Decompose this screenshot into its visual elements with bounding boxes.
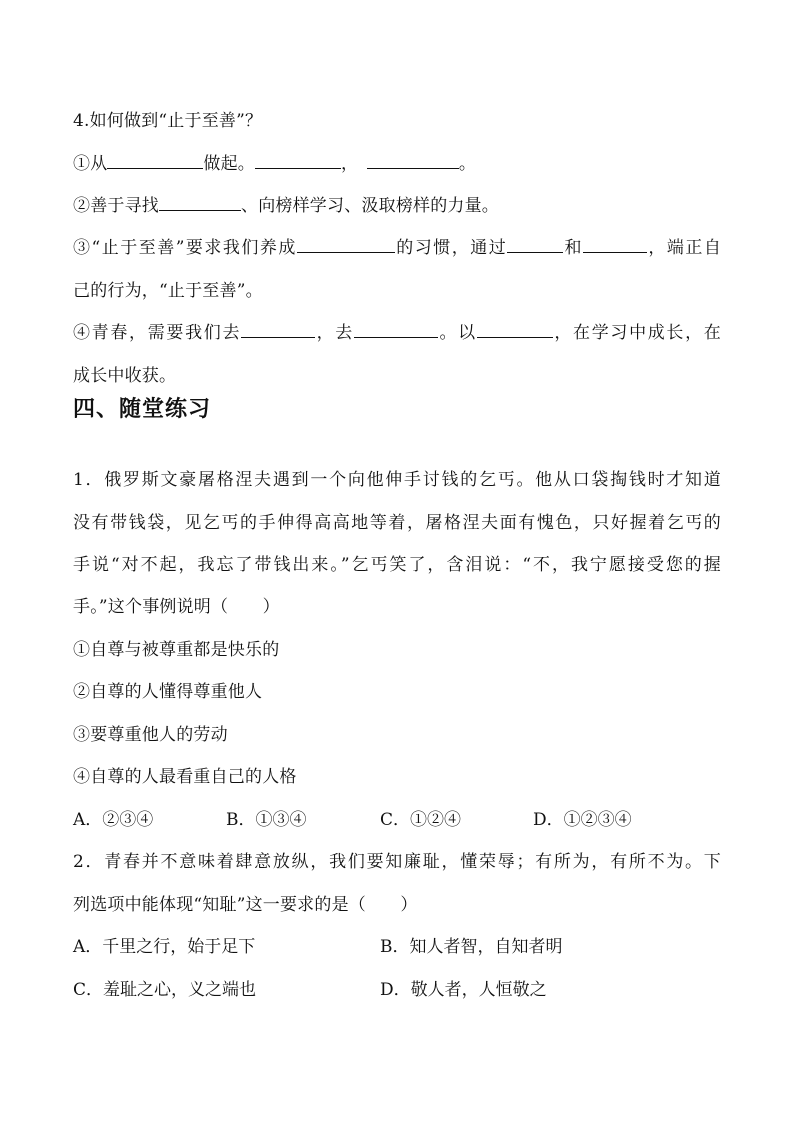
question-4-title: 4.如何做到“止于至善”？	[73, 111, 263, 131]
q1-item: ④自尊的人最看重自己的人格	[73, 767, 297, 787]
fill-blank[interactable]	[507, 238, 563, 253]
q1-stem-line: 手说“对不起，我忘了带钱出来。”乞丐笑了，含泪说：“不，我宁愿接受您的握	[73, 555, 721, 575]
question-4-line-1: ①从 做起。 ， 。	[73, 154, 477, 174]
q2-stem-line: 2．青春并不意味着肆意放纵，我们要知廉耻，懂荣辱；有所为，有所不为。下	[73, 852, 721, 872]
q1-option-d[interactable]: D．①②③④	[533, 810, 632, 830]
q2-option-d[interactable]: D．敬人者，人恒敬之	[380, 980, 547, 1000]
question-4-line-4: ④青春，需要我们去 ，去 。以 ，在学习中成长，在	[73, 323, 721, 343]
q2-option-c[interactable]: C．羞耻之心，义之端也	[73, 980, 257, 1000]
fill-blank[interactable]	[477, 323, 553, 338]
q1-option-b[interactable]: B．①③④	[226, 810, 307, 830]
fill-blank[interactable]	[354, 323, 438, 338]
q1-item: ③要尊重他人的劳动	[73, 725, 228, 745]
q1-option-c[interactable]: C．①②④	[380, 810, 462, 830]
question-4-line-4-cont: 成长中收获。	[73, 366, 177, 386]
fill-blank[interactable]	[107, 154, 203, 169]
fill-blank[interactable]	[159, 196, 241, 211]
fill-blank[interactable]	[255, 154, 341, 169]
q1-stem-line: 1．俄罗斯文豪屠格涅夫遇到一个向他伸手讨钱的乞丐。他从口袋掏钱时才知道	[73, 470, 721, 490]
fill-blank[interactable]	[297, 238, 395, 253]
q1-item: ①自尊与被尊重都是快乐的	[73, 640, 280, 660]
q2-option-a[interactable]: A．千里之行，始于足下	[73, 937, 256, 957]
q1-stem-line: 没有带钱袋，见乞丐的手伸得高高地等着，屠格涅夫面有愧色，只好握着乞丐的	[73, 513, 721, 533]
q1-option-a[interactable]: A．②③④	[73, 810, 154, 830]
q2-stem-line: 列选项中能体现“知耻”这一要求的是（ ）	[73, 895, 418, 915]
question-4-line-3: ③“止于至善”要求我们养成 的习惯，通过 和 ，端正自	[73, 238, 722, 258]
fill-blank[interactable]	[583, 238, 647, 253]
q1-item: ②自尊的人懂得尊重他人	[73, 682, 263, 702]
question-4-line-2: ②善于寻找 、向榜样学习、汲取榜样的力量。	[73, 196, 499, 216]
section-heading: 四、随堂练习	[73, 397, 212, 422]
q2-option-b[interactable]: B．知人者智，自知者明	[380, 937, 563, 957]
fill-blank[interactable]	[241, 323, 315, 338]
fill-blank[interactable]	[367, 154, 459, 169]
question-4-line-3-cont: 己的行为，“止于至善”。	[73, 281, 263, 301]
q1-stem-line: 手。”这个事例说明（ ）	[73, 597, 280, 617]
